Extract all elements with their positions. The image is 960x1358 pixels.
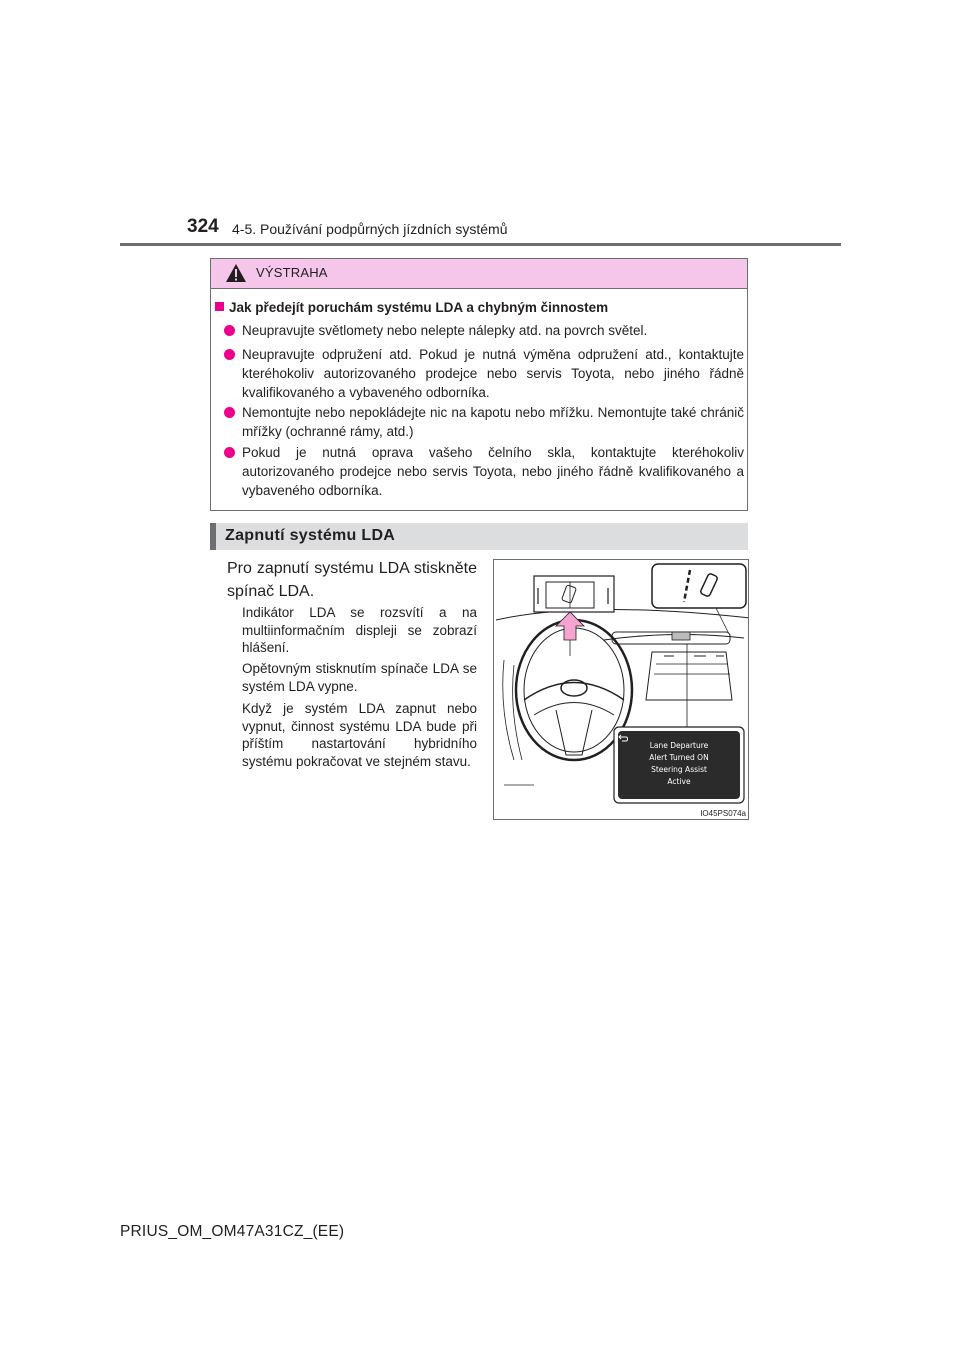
multi-info-display (618, 731, 740, 799)
header-rule (120, 243, 841, 246)
warning-bullet (224, 443, 744, 500)
warning-bullet (224, 321, 744, 340)
note-text: Indikátor LDA se rozsvítí a na multiinformačním displeji se zobrazí hlášení. (242, 605, 477, 655)
warning-bullet-text: Pokud je nutná oprava vašeho čelního skla, kontaktujte kteréhokoliv autorizovaného prodejce nebo servis Toyota, nebo jiného řádně kvalifikovaného a vybaveného odborníka. (242, 445, 744, 498)
display-line: Steering Assist (651, 765, 707, 774)
warning-bullet (224, 403, 744, 441)
instruction-text: Pro zapnutí systému LDA stiskněte spínač LDA. (227, 560, 477, 600)
warning-box (210, 258, 748, 511)
warning-heading (215, 300, 608, 315)
warning-header (211, 259, 747, 289)
section-title: Zapnutí systému LDA (225, 527, 396, 544)
bullet-icon (224, 325, 235, 336)
warning-heading-text: Jak předejít poruchám systému LDA a chybným činnostem (229, 300, 609, 315)
display-line: Alert Turned ON (649, 753, 709, 762)
document-code: PRIUS_OM_OM47A31CZ_(EE) (120, 1223, 345, 1240)
warning-label: VÝSTRAHA (256, 265, 328, 280)
warning-bullet-text: Neupravujte světlomety nebo nelepte nálepky atd. na povrch světel. (242, 323, 648, 338)
note-text: Když je systém LDA zapnut nebo vypnut, činnost systému LDA bude při příštím nastartování hybridního systému pokračovat ve stejném stavu. (242, 701, 477, 769)
warning-bullet-text: Neupravujte odpružení atd. Pokud je nutná výměna odpružení atd., kontaktujte kteréhokoliv autorizovaného prodejce nebo servis Toyota, nebo jiného řádně kvalifikovaného a vybaveného odborníka. (242, 347, 744, 400)
warning-bullet-text: Nemontujte nebo nepokládejte nic na kapotu nebo mřížku. Nemontujte také chránič mřížky (ochranné rámy, atd.) (242, 405, 744, 439)
bullet-icon (224, 407, 235, 418)
section-heading-bar (210, 523, 748, 550)
chapter-title: 4-5. Používání podpůrných jízdních systémů (232, 221, 508, 237)
figure-code: IO45PS074a (700, 809, 746, 818)
dashboard-illustration (493, 559, 749, 820)
page-number: 324 (187, 216, 219, 237)
section-accent (210, 523, 216, 550)
warning-triangle-icon (225, 263, 247, 283)
warning-bullet (224, 345, 744, 402)
note-text: Opětovným stisknutím spínače LDA se systém LDA vypne. (242, 661, 477, 694)
square-bullet-icon (215, 302, 224, 311)
display-line: Active (667, 777, 691, 786)
bullet-icon (224, 349, 235, 360)
bullet-icon (224, 447, 235, 458)
display-line: Lane Departure (649, 741, 709, 750)
